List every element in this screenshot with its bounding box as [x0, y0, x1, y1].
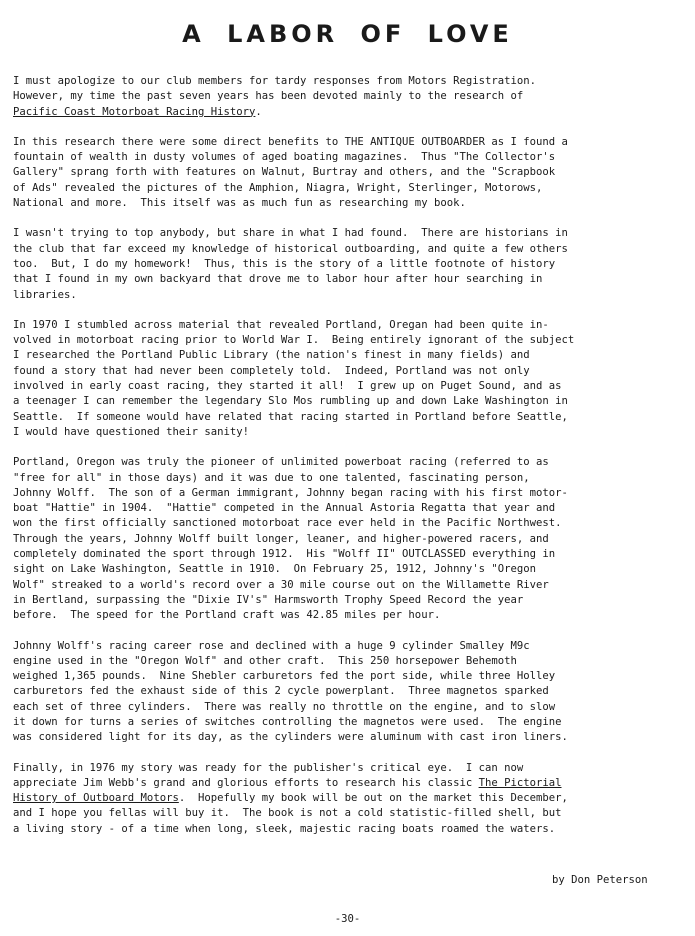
text-line: a living story - of a time when long, sleek, majestic racing boats roamed the waters. [13, 822, 556, 835]
text-line: I must apologize to our club members for tardy responses from Motors Registration. [13, 75, 536, 87]
text-line: Finally, in 1976 my story was ready for the publisher's critical eye. I can now [13, 761, 524, 774]
text-line: In this research there were some direct benefits to THE ANTIQUE OUTBOARDER as I found a [13, 135, 568, 148]
text-fragment: appreciate Jim Webb's grand and glorious efforts to research his classic [13, 776, 479, 789]
text-line: sight on Lake Washington, Seattle in 1910. On February 25, 1912, Johnny's "Oregon [13, 563, 536, 576]
text-line: Gallery" sprang forth with features on Walnut, Burtray and others, and the "Scrapbook [13, 166, 556, 179]
paragraph-2 [13, 135, 685, 211]
text-line: Wolf" streaked to a world's record over a 30 mile course out on the Willamette River [13, 578, 549, 591]
text-fragment: . Hopefully my book will be out on the market this December, [178, 792, 568, 805]
text-line: each set of three cylinders. There was really no throttle on the engine, and to slow [13, 700, 556, 713]
text-line: engine used in the "Oregon Wolf" and other craft. This 250 horsepower Behemoth [13, 654, 517, 667]
text-line: and I hope you fellas will buy it. The book is not a cold statistic-filled shell, but [13, 807, 562, 820]
text-line: that I found in my own backyard that drove me to labor hour after hour searching in [13, 273, 543, 286]
text-line: it down for turns a series of switches controlling the magnetos were used. The engine [13, 715, 562, 728]
text-line [13, 776, 685, 791]
text-line: However, my time the past seven years has been devoted mainly to the research of [13, 90, 524, 103]
underlined-title: Pacific Coast Motorboat Racing History [13, 105, 256, 118]
text-line: too. But, I do my homework! Thus, this is the story of a little footnote of history [13, 257, 556, 270]
author-byline: by Don Peterson [552, 874, 648, 886]
text-line: a teenager I can remember the legendary Slo Mos rumbling up and down Lake Washington in [13, 395, 568, 408]
text-line: found a story that had never been completely told. Indeed, Portland was not only [13, 364, 530, 377]
page-number: -30- [334, 913, 361, 925]
text-line: before. The speed for the Portland craft was 42.85 miles per hour. [13, 609, 441, 622]
text-line: National and more. This itself was as much fun as researching my book. [13, 197, 466, 210]
paragraph-5 [13, 455, 685, 623]
text-line: the club that far exceed my knowledge of historical outboarding, and quite a few others [13, 242, 568, 255]
paragraph-6 [13, 639, 685, 746]
text-line: I would have questioned their sanity! [13, 425, 249, 438]
paragraph-3 [13, 226, 685, 302]
text-line: weighed 1,365 pounds. Nine Shebler carburetors fed the port side, while three Holley [13, 670, 556, 683]
text-line: Johnny Wolff. The son of a German immigrant, Johnny began racing with his first motor- [13, 486, 568, 499]
text-line: I wasn't trying to top anybody, but share in what I had found. There are historians in [13, 227, 568, 240]
text-line: in Bertland, surpassing the "Dixie IV's" Harmsworth Trophy Speed Record the year [13, 593, 524, 606]
text-line: volved in motorboat racing prior to World War I. Being entirely ignorant of the subject [13, 334, 575, 347]
text-line [13, 105, 685, 120]
text-line: Johnny Wolff's racing career rose and declined with a huge 9 cylinder Smalley M9c [13, 639, 530, 652]
underlined-book-title: The Pictorial [478, 776, 562, 789]
text-line: Seattle. If someone would have related that racing started in Portland before Seattle, [13, 410, 568, 423]
text-line: carburetors fed the exhaust side of this 2 cycle powerplant. Three magnetos sparked [13, 685, 549, 698]
text-line: involved in early coast racing, they started it all! I grew up on Puget Sound, and as [13, 380, 562, 393]
text-fragment: . [255, 105, 262, 118]
text-line: Through the years, Johnny Wolff built longer, leaner, and higher-powered racers, and [13, 532, 549, 545]
text-line: was considered light for its day, as the cylinders were aluminum with cast iron liners. [13, 731, 568, 744]
text-line: "free for all" in those days) and it was due to one talented, fascinating person, [13, 471, 530, 484]
text-line: completely dominated the sport through 1912. His "Wolff II" OUTCLASSED everything in [13, 548, 556, 561]
text-line: libraries. [13, 288, 77, 301]
text-line: In 1970 I stumbled across material that revealed Portland, Oregan had been quite in- [13, 318, 549, 331]
text-line: Portland, Oregon was truly the pioneer of unlimited powerboat racing (referred to as [13, 456, 549, 469]
text-line: fountain of wealth in dusty volumes of aged boating magazines. Thus "The Collector's [13, 151, 556, 164]
text-line: won the first officially sanctioned motorboat race ever held in the Pacific Northwest. [13, 517, 562, 530]
article-body [13, 74, 685, 852]
paragraph-1 [13, 74, 685, 120]
text-line: I researched the Portland Public Library (the nation's finest in many fields) and [13, 349, 530, 362]
paragraph-4 [13, 318, 685, 440]
paragraph-7 [13, 761, 685, 837]
text-line: boat "Hattie" in 1904. "Hattie" competed in the Annual Astoria Regatta that year and [13, 502, 556, 515]
page-title: A LABOR OF LOVE [182, 20, 513, 48]
text-line: of Ads" revealed the pictures of the Amphion, Niagra, Wright, Sterlinger, Motorows, [13, 181, 543, 194]
text-line [13, 791, 685, 806]
underlined-book-title: History of Outboard Motors [13, 792, 179, 805]
